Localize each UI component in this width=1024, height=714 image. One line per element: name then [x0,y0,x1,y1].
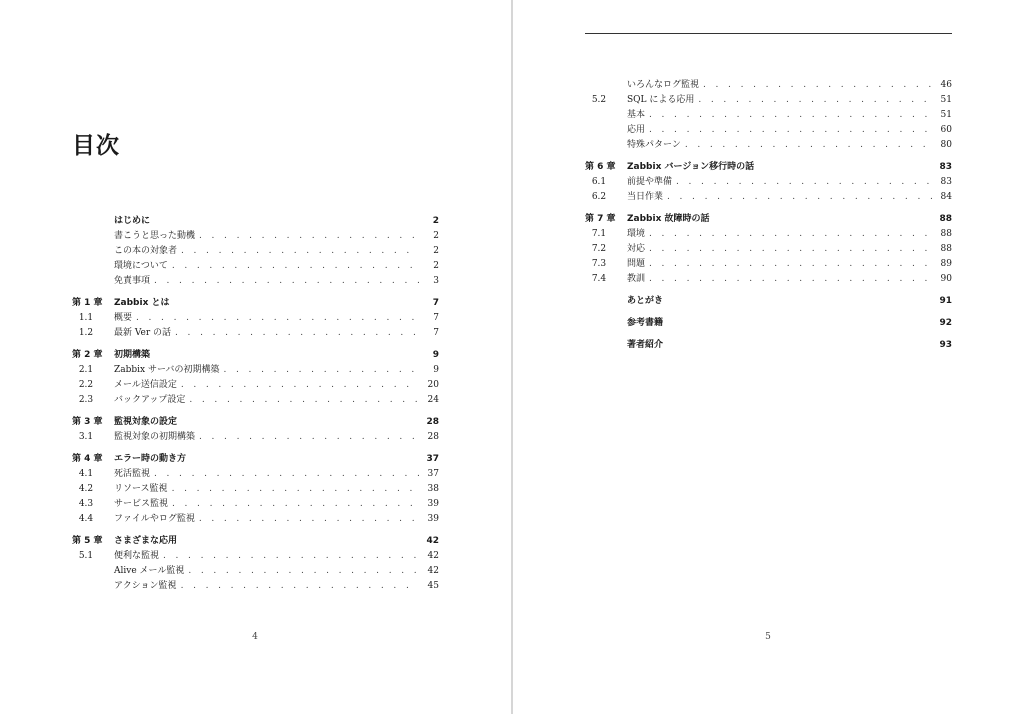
toc-entry-page: 42 [427,566,439,576]
toc-section-entry[interactable] [72,378,439,393]
left-page [0,0,511,714]
toc-dot-leader [199,430,419,445]
toc-entry-title: あとがき [627,296,664,306]
toc-entry-title: 教訓 [627,274,646,284]
toc-entry-page: 9 [433,365,439,375]
toc-entry-page: 2 [433,246,439,256]
toc-entry-number: 7.1 [591,229,607,239]
toc-entry-title: 書こうと思った動機 [114,231,196,241]
toc-entry-title: アクション監視 [114,581,177,591]
toc-entry-page: 51 [940,95,952,105]
toc-list-right [585,78,952,353]
toc-entry-number: 1.1 [78,313,94,323]
toc-dot-leader [667,190,932,205]
toc-entry-page: 80 [940,140,952,150]
toc-entry-page: 37 [427,469,439,479]
toc-dot-leader [224,363,419,378]
toc-section-entry[interactable] [72,326,439,341]
toc-section-entry[interactable] [72,512,439,527]
toc-entry-number: 第 1 章 [72,298,103,308]
toc-entry-page: 88 [939,214,952,224]
toc-section-entry[interactable] [585,190,952,205]
toc-entry-title: Alive メール監視 [114,566,185,576]
toc-entry-number: 5.2 [591,95,607,105]
toc-entry-title: 参考書籍 [627,318,664,328]
toc-entry-number: 4.3 [78,499,94,509]
toc-entry-page: 2 [433,231,439,241]
toc-entry-page: 2 [433,261,439,271]
toc-dot-leader [685,138,932,153]
toc-dot-leader [154,467,419,482]
toc-entry-page: 51 [940,110,952,120]
toc-entry-title: いろんなログ監視 [627,80,700,90]
toc-entry-number: 7.2 [591,244,607,254]
toc-entry-page: 88 [940,244,952,254]
toc-chapter-entry[interactable] [72,214,439,229]
toc-entry-title: 概要 [114,313,133,323]
toc-section-entry[interactable] [72,229,439,244]
toc-dot-leader [188,564,419,579]
toc-section-entry[interactable] [72,467,439,482]
toc-entry-page: 7 [432,298,439,308]
toc-entry-title: サービス監視 [114,499,169,509]
toc-chapter-entry[interactable] [72,415,439,430]
toc-entry-title: ファイルやログ監視 [114,514,195,524]
page-number: 4 [252,632,258,642]
toc-entry-number: 7.3 [591,259,607,269]
toc-section-entry[interactable] [72,430,439,445]
toc-dot-leader [181,579,419,594]
toc-dot-leader [649,272,932,287]
toc-entry-page: 37 [426,454,439,464]
toc-entry-title: エラー時の動き方 [114,454,187,464]
toc-chapter-entry[interactable] [585,294,952,309]
toc-entry-page: 91 [939,296,952,306]
toc-dot-leader [181,244,419,259]
toc-entry-number: 3.1 [78,432,94,442]
toc-entry-title: 当日作業 [627,192,664,202]
toc-entry-number: 第 6 章 [585,162,616,172]
toc-entry-title: Zabbix バージョン移行時の話 [627,162,755,172]
toc-entry-title: Zabbix 故障時の話 [627,214,710,224]
toc-chapter-entry[interactable] [72,296,439,311]
toc-entry-page: 45 [427,581,439,591]
toc-chapter-entry[interactable] [585,160,952,175]
toc-entry-page: 83 [940,177,952,187]
toc-entry-number: 第 4 章 [72,454,103,464]
toc-section-entry[interactable] [72,363,439,378]
toc-dot-leader [154,274,419,289]
toc-dot-leader [172,259,419,274]
toc-entry-page: 84 [940,192,952,202]
toc-dot-leader [649,108,932,123]
toc-entry-title: バックアップ設定 [114,395,186,405]
toc-dot-leader [175,326,419,341]
toc-entry-number: 6.2 [591,192,607,202]
toc-entry-page: 88 [940,229,952,239]
toc-section-entry[interactable] [585,108,952,123]
toc-section-entry[interactable] [72,259,439,274]
toc-chapter-entry[interactable] [585,338,952,353]
toc-section-entry[interactable] [585,272,952,287]
toc-entry-page: 93 [939,340,952,350]
toc-section-entry[interactable] [72,549,439,564]
toc-entry-number: 2.3 [78,395,94,405]
toc-section-entry[interactable] [72,393,439,408]
toc-chapter-entry[interactable] [72,348,439,363]
toc-section-entry[interactable] [585,242,952,257]
toc-entry-page: 83 [939,162,952,172]
toc-entry-number: 第 5 章 [72,536,103,546]
toc-entry-title: 応用 [627,125,646,135]
toc-section-entry[interactable] [72,311,439,326]
toc-dot-leader [199,229,419,244]
toc-entry-page: 92 [939,318,952,328]
toc-dot-leader [172,482,419,497]
toc-entry-title: リソース監視 [114,484,168,494]
toc-section-entry[interactable] [585,78,952,93]
toc-entry-number: 7.4 [591,274,607,284]
toc-entry-page: 39 [427,499,439,509]
toc-chapter-entry[interactable] [72,534,439,549]
toc-chapter-entry[interactable] [585,316,952,331]
toc-section-entry[interactable] [72,564,439,579]
toc-dot-leader [703,78,932,93]
toc-entry-title: 監視対象の設定 [114,417,178,427]
toc-dot-leader [698,93,932,108]
toc-chapter-entry[interactable] [72,452,439,467]
toc-entry-title: 著者紹介 [627,340,664,350]
toc-section-entry[interactable] [72,274,439,289]
toc-dot-leader [189,393,419,408]
toc-entry-title: 監視対象の初期構築 [114,432,196,442]
toc-section-entry[interactable] [585,227,952,242]
toc-section-entry[interactable] [72,497,439,512]
toc-entry-page: 3 [433,276,439,286]
toc-entry-title: 環境 [627,229,646,239]
toc-entry-title: 免責事項 [114,276,151,286]
toc-entry-number: 6.1 [591,177,607,187]
toc-title: 目次 [72,133,120,159]
toc-entry-number: 1.2 [78,328,94,338]
toc-entry-page: 7 [433,328,439,338]
toc-entry-page: 24 [427,395,439,405]
toc-entry-page: 60 [940,125,952,135]
toc-entry-page: 28 [427,432,439,442]
toc-section-entry[interactable] [72,579,439,594]
toc-entry-title: この本の対象者 [114,246,178,256]
toc-entry-number: 4.2 [78,484,94,494]
toc-entry-title: 環境について [114,261,168,271]
toc-entry-page: 89 [940,259,952,269]
toc-entry-number: 第 7 章 [585,214,616,224]
toc-entry-page: 38 [427,484,439,494]
toc-entry-number: 2.2 [78,380,94,390]
header-rule [585,33,952,34]
toc-entry-number: 4.1 [78,469,94,479]
toc-section-entry[interactable] [585,93,952,108]
toc-entry-number: 第 2 章 [72,350,103,360]
toc-entry-title: はじめに [114,216,151,226]
toc-entry-page: 42 [426,536,439,546]
toc-entry-page: 90 [940,274,952,284]
toc-section-entry[interactable] [585,138,952,153]
toc-entry-title: メール送信設定 [114,380,177,390]
toc-entry-number: 5.1 [78,551,94,561]
toc-entry-title: 特殊パターン [627,140,681,150]
toc-entry-page: 9 [432,350,439,360]
toc-section-entry[interactable] [585,175,952,190]
toc-dot-leader [163,549,419,564]
toc-entry-title: 初期構築 [114,350,151,360]
toc-entry-page: 2 [432,216,439,226]
toc-entry-title: さまざまな応用 [114,536,178,546]
toc-dot-leader [649,242,932,257]
toc-dot-leader [181,378,419,393]
toc-dot-leader [649,257,932,272]
toc-entry-title: 対応 [627,244,646,254]
toc-entry-page: 46 [940,80,952,90]
toc-entry-title: 問題 [627,259,646,269]
toc-entry-page: 28 [426,417,439,427]
toc-entry-title: 基本 [627,110,646,120]
toc-entry-number: 第 3 章 [72,417,103,427]
toc-entry-title: 最新 Ver の話 [114,328,172,338]
toc-chapter-entry[interactable] [585,212,952,227]
toc-entry-title: Zabbix サーバの初期構築 [114,365,220,375]
right-page [513,0,1024,714]
toc-dot-leader [649,123,932,138]
toc-list-left [72,214,439,594]
toc-entry-title: 前提や準備 [627,177,673,187]
toc-section-entry[interactable] [585,257,952,272]
toc-entry-title: SQL による応用 [627,95,695,105]
page-number: 5 [765,632,771,642]
toc-dot-leader [676,175,932,190]
toc-entry-page: 42 [427,551,439,561]
toc-entry-page: 7 [433,313,439,323]
toc-entry-number: 2.1 [78,365,94,375]
toc-section-entry[interactable] [72,244,439,259]
toc-dot-leader [649,227,932,242]
toc-entry-number: 4.4 [78,514,94,524]
toc-dot-leader [136,311,419,326]
toc-section-entry[interactable] [585,123,952,138]
toc-dot-leader [172,497,419,512]
toc-dot-leader [199,512,419,527]
toc-entry-title: 便利な監視 [114,551,160,561]
toc-entry-page: 39 [427,514,439,524]
toc-entry-title: Zabbix とは [114,298,170,308]
toc-entry-page: 20 [427,380,439,390]
toc-section-entry[interactable] [72,482,439,497]
toc-entry-title: 死活監視 [114,469,151,479]
